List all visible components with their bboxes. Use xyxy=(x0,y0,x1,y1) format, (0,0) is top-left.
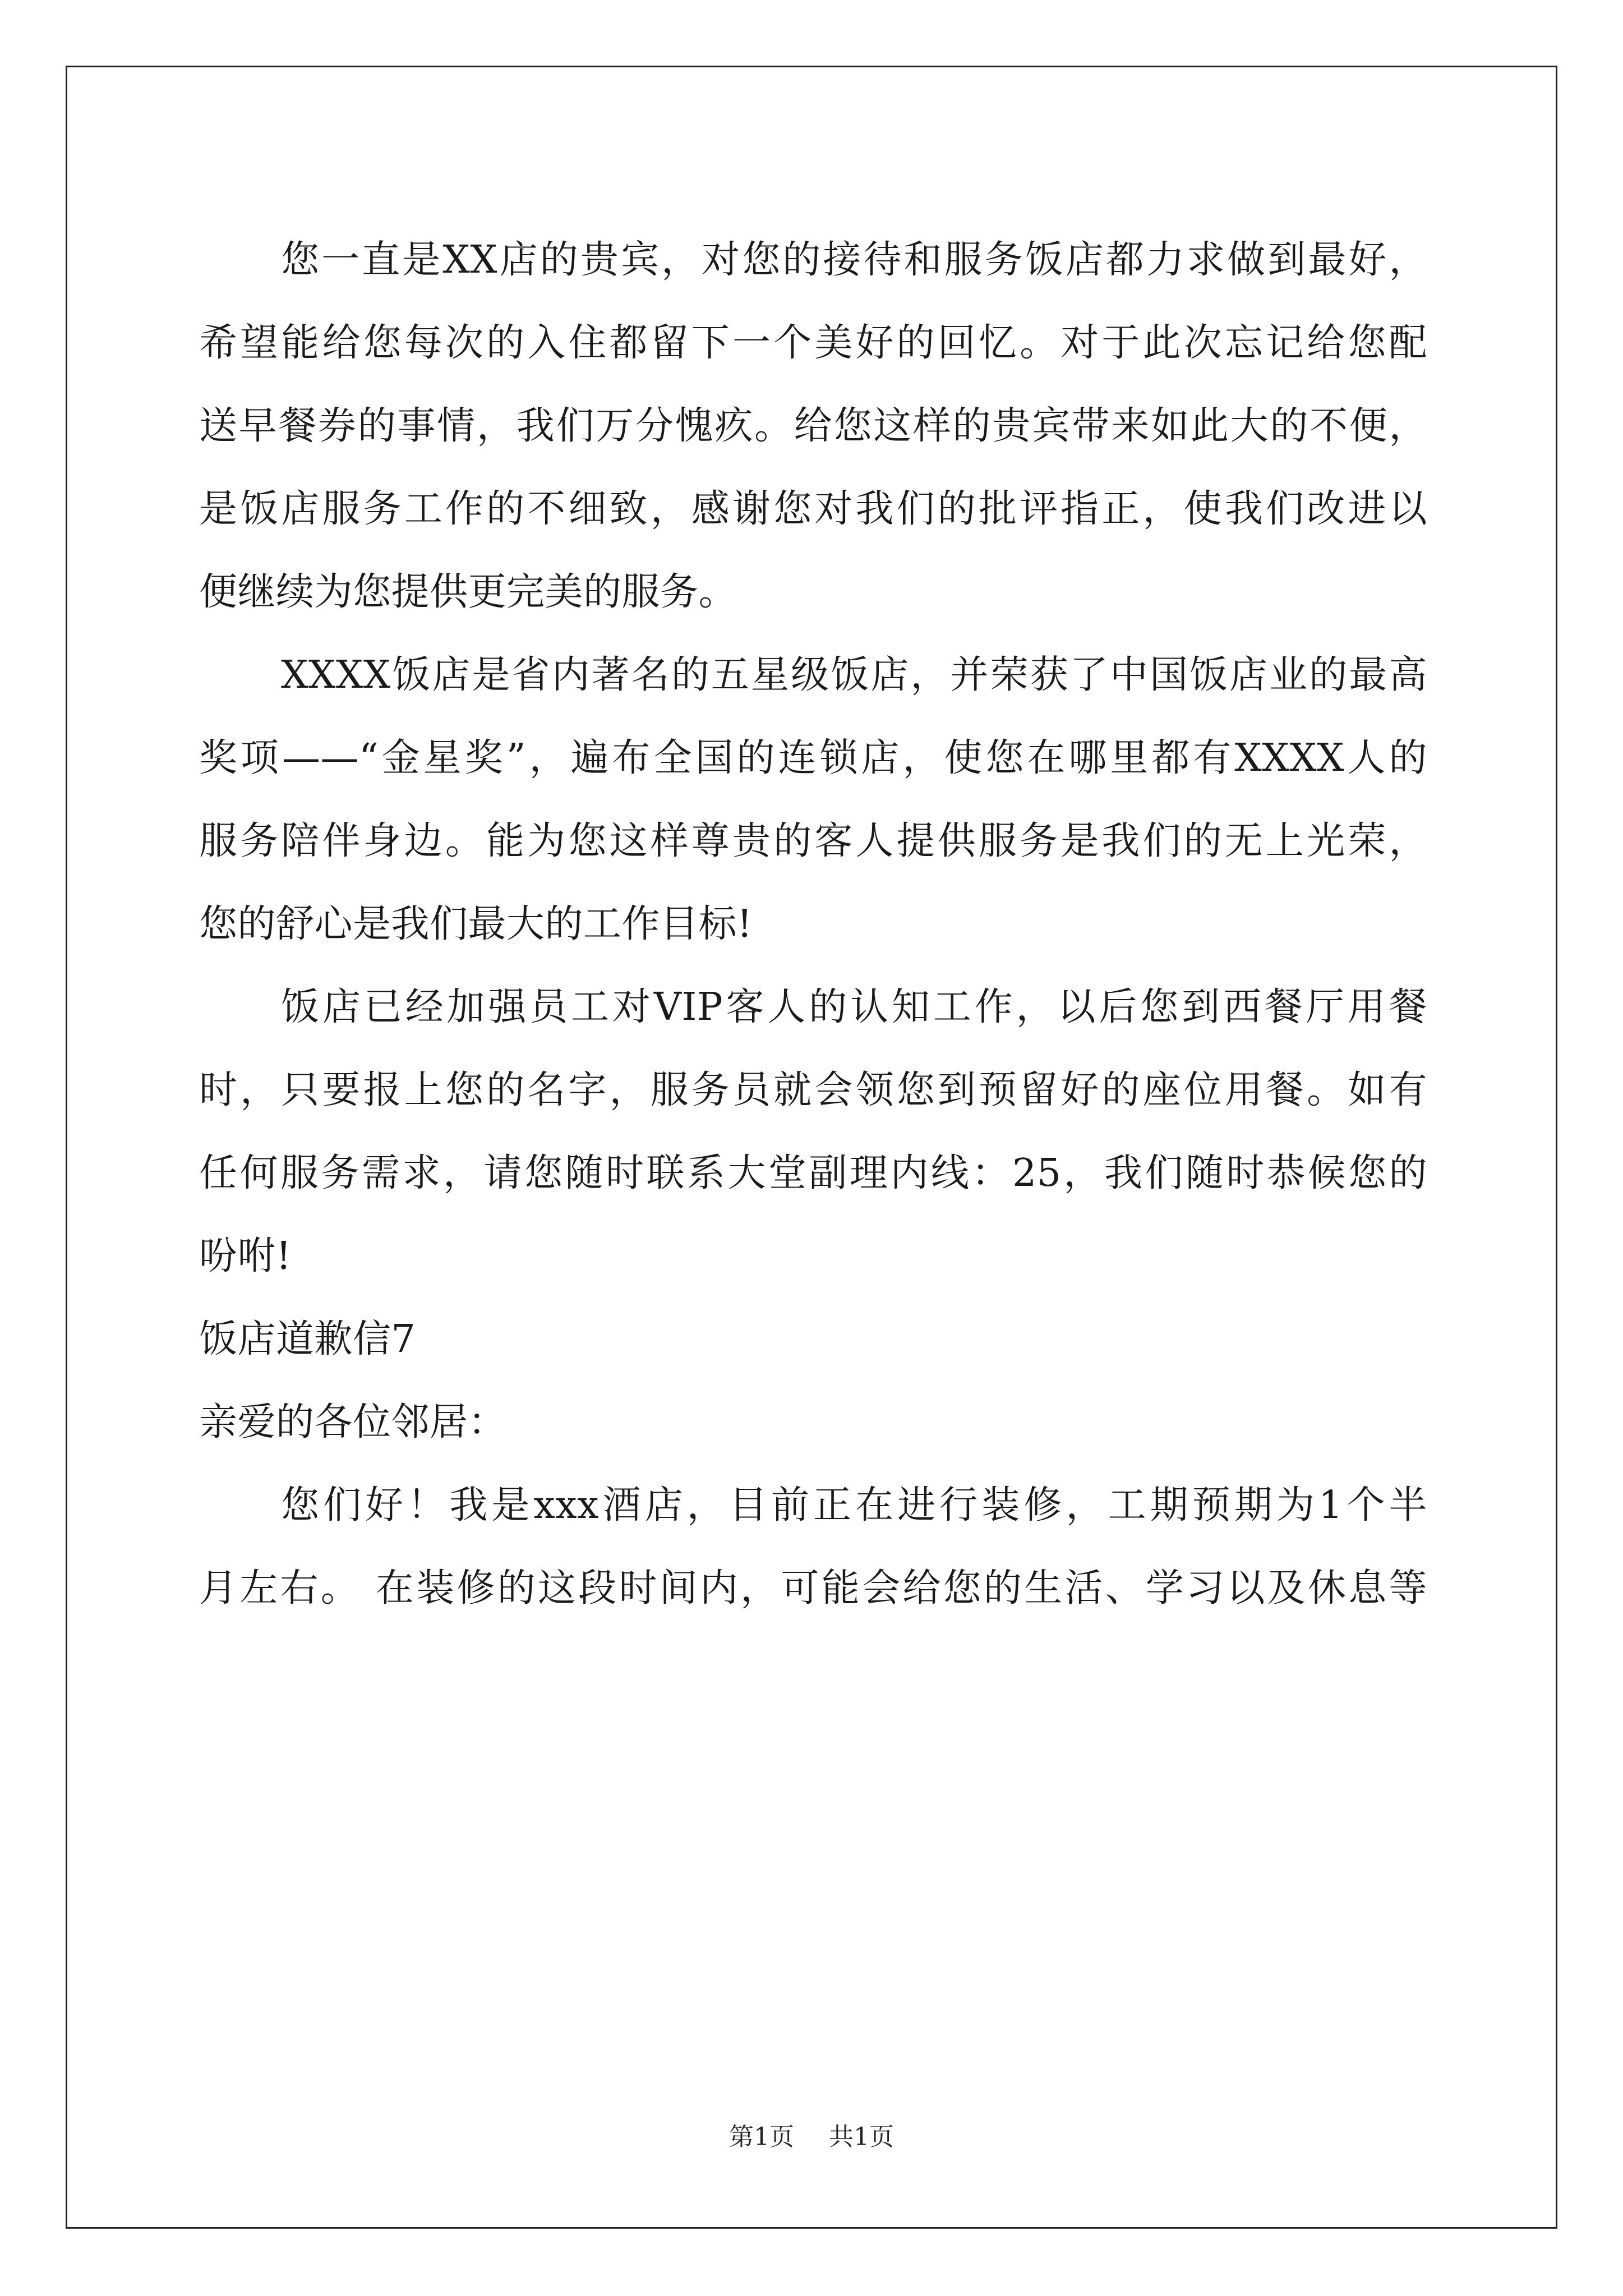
text-line: 奖项——“金星奖”，遍布全国的连锁店，使您在哪里都有XXXX人的 xyxy=(199,736,1427,780)
text-line: 饭店道歉信7 xyxy=(199,1317,416,1361)
page-footer xyxy=(0,2120,1623,2154)
text-line: XXXX饭店是省内著名的五星级饭店，并荣获了中国饭店业的最高 xyxy=(281,653,1427,697)
text-line: 饭店已经加强员工对VIP客人的认知工作，以后您到西餐厅用餐 xyxy=(281,985,1427,1029)
page-number: 第1页 xyxy=(729,2123,794,2151)
text-line: 便继续为您提供更完美的服务。 xyxy=(199,570,737,614)
text-line: 是饭店服务工作的不细致，感谢您对我们的批评指正，使我们改进以 xyxy=(199,487,1427,531)
text-line: 吩咐! xyxy=(199,1234,292,1278)
text-line: 服务陪伴身边。能为您这样尊贵的客人提供服务是我们的无上光荣， xyxy=(199,819,1427,863)
page-total: 共1页 xyxy=(829,2123,894,2151)
text-line: 时，只要报上您的名字，服务员就会领您到预留好的座位用餐。如有 xyxy=(199,1068,1427,1112)
text-line: 您的舒心是我们最大的工作目标! xyxy=(199,902,753,946)
text-line: 您一直是XX店的贵宾，对您的接待和服务饭店都力求做到最好， xyxy=(281,238,1427,282)
text-line: 希望能给您每次的入住都留下一个美好的回忆。对于此次忘记给您配 xyxy=(199,321,1427,365)
document-body xyxy=(199,219,1427,1630)
text-line: 亲爱的各位邻居： xyxy=(199,1400,507,1444)
text-line: 任何服务需求，请您随时联系大堂副理内线：25，我们随时恭候您的 xyxy=(199,1151,1427,1195)
text-line: 月左右。 在装修的这段时间内，可能会给您的生活、学习以及休息等 xyxy=(199,1566,1427,1611)
text-line: 您们好！我是xxx酒店，目前正在进行装修，工期预期为1个半 xyxy=(281,1483,1427,1527)
text-line: 送早餐券的事情，我们万分愧疚。给您这样的贵宾带来如此大的不便， xyxy=(199,404,1427,448)
